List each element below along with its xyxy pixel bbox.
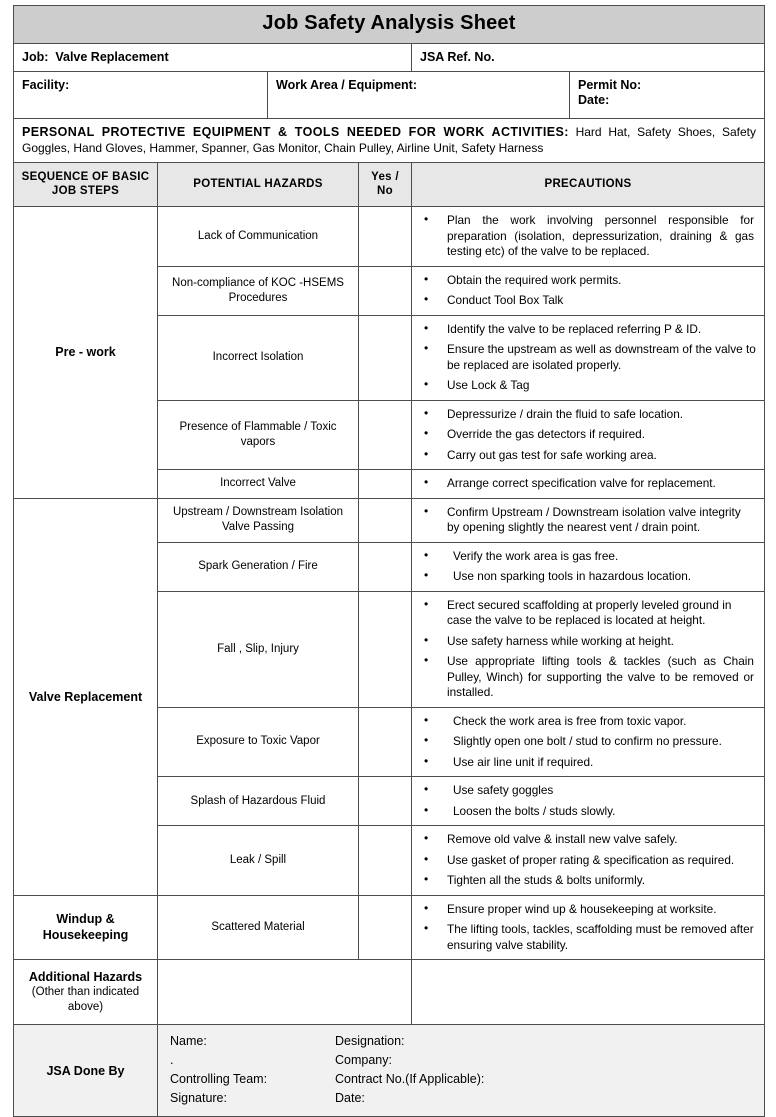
ppe-label: PERSONAL PROTECTIVE EQUIPMENT & TOOLS NEEDED FOR WORK ACTIVITIES: [22,125,569,139]
hazard-cell: Non-compliance of KOC -HSEMS Procedures [158,266,359,315]
yesno-cell[interactable] [359,315,412,400]
precautions-cell [412,207,765,267]
precautions-list [416,832,756,889]
precaution-item: • Arrange correct specification valve for replacement. [416,476,756,492]
job-row [14,44,765,72]
precaution-item: • Erect secured scaffolding at properly leveled ground in case the valve to be replaced is located at height. [416,598,756,629]
precautions-list [416,407,756,464]
facility-cell[interactable] [14,72,268,119]
additional-hazards-label-cell [14,960,158,1025]
permit-cell[interactable] [570,72,765,119]
name-field-label[interactable]: Name: [170,1034,207,1048]
hazard-cell: Splash of Hazardous Fluid [158,777,359,826]
precautions-list [416,714,756,771]
ppe-cell [14,119,765,163]
precautions-list [416,783,756,819]
job-cell [14,44,412,72]
yesno-cell[interactable] [359,895,412,960]
additional-hazards-row [14,960,765,1025]
blank-line: . [170,1053,174,1067]
precaution-item: • Plan the work involving personnel responsible for preparation (isolation, depressurization, draining & gas testing etc) of the valve to be replaced. [416,213,756,260]
precaution-item: • Use safety harness while working at height. [416,634,756,650]
additional-hazards-subtitle: (Other than indicated above) [31,986,140,1013]
precaution-item: • Override the gas detectors if required. [416,427,756,443]
signature-field-label[interactable]: Signature: [170,1091,227,1105]
precaution-item: • Depressurize / drain the fluid to safe location. [416,407,756,423]
page-title: Job Safety Analysis Sheet [14,6,765,44]
work-area-cell[interactable] [268,72,570,119]
column-header-precautions: PRECAUTIONS [412,163,765,207]
yesno-cell[interactable] [359,470,412,499]
hazard-cell: Exposure to Toxic Vapor [158,707,359,777]
table-row [14,498,765,542]
precaution-item: • Carry out gas test for safe working area. [416,448,756,464]
precaution-item: • Use gasket of proper rating & specification as required. [416,853,756,869]
company-field-label[interactable]: Company: [335,1053,392,1067]
ppe-row [14,119,765,163]
ppe-items: Hard Hat, Safety Shoes, Safety Goggles, Hand Gloves, Hammer, Spanner, Gas Monitor, Chain Pulley, Airline Unit, Safety Harness [22,125,756,155]
additional-hazards-input[interactable] [158,960,412,1025]
permit-no-label: Permit No: [578,78,642,92]
precaution-item: • Use Lock & Tag [416,378,756,394]
hazard-cell: Leak / Spill [158,826,359,896]
contract-no-field-label[interactable]: Contract No.(If Applicable): [335,1072,485,1086]
precaution-item: • Identify the valve to be replaced referring P & ID. [416,322,756,338]
jsa-done-by-left-column [158,1032,333,1108]
work-area-label: Work Area / Equipment: [276,78,417,92]
step-cell-windup-housekeeping: Windup & Housekeeping [14,895,158,960]
yesno-cell[interactable] [359,826,412,896]
precautions-list [416,549,756,585]
precautions-cell [412,707,765,777]
table-row [14,895,765,960]
additional-hazards-title: Additional Hazards [28,970,143,984]
precautions-cell [412,777,765,826]
precaution-item: • Ensure the upstream as well as downstream of the valve to be replaced are isolated properly. [416,342,756,373]
yesno-cell[interactable] [359,777,412,826]
precautions-list [416,598,756,701]
facility-row [14,72,765,119]
yesno-cell[interactable] [359,591,412,707]
precautions-cell [412,315,765,400]
precaution-item: • Conduct Tool Box Talk [416,293,756,309]
precautions-cell [412,542,765,591]
column-header-steps: SEQUENCE OF BASIC JOB STEPS [14,163,158,207]
additional-precautions-input[interactable] [412,960,765,1025]
title-row [14,6,765,44]
precautions-list [416,273,756,309]
precautions-list [416,505,756,536]
permit-date-label: Date: [578,93,610,107]
jsa-done-by-fields-cell [158,1025,765,1117]
precaution-item: • Use appropriate lifting tools & tackles (such as Chain Pulley, Winch) for supporting the valve to be removed or installed. [416,654,756,701]
column-header-yesno: Yes / No [359,163,412,207]
step-cell-pre-work: Pre - work [14,207,158,499]
hazard-cell: Upstream / Downstream Isolation Valve Passing [158,498,359,542]
precaution-item: • Use non sparking tools in hazardous location. [416,569,756,585]
hazard-cell: Presence of Flammable / Toxic vapors [158,400,359,470]
precaution-item: • Use air line unit if required. [416,755,756,771]
yesno-cell[interactable] [359,266,412,315]
precaution-item: • Ensure proper wind up & housekeeping at worksite. [416,902,756,918]
jsa-done-by-right-column [333,1032,484,1108]
yesno-cell[interactable] [359,400,412,470]
hazard-cell: Scattered Material [158,895,359,960]
precautions-cell [412,826,765,896]
yesno-cell[interactable] [359,207,412,267]
precautions-cell [412,266,765,315]
precaution-item: • Slightly open one bolt / stud to confirm no pressure. [416,734,756,750]
precaution-item: • The lifting tools, tackles, scaffolding must be removed after ensuring valve stability. [416,922,756,953]
column-header-row [14,163,765,207]
precautions-list [416,902,756,954]
precautions-list [416,322,756,394]
facility-label: Facility: [22,78,70,92]
jsa-ref-cell[interactable] [412,44,765,72]
jsa-ref-label: JSA Ref. No. [420,50,495,64]
jsa-done-by-label: JSA Done By [14,1025,158,1117]
jsa-done-by-row [14,1025,765,1117]
yesno-cell[interactable] [359,542,412,591]
hazard-cell: Spark Generation / Fire [158,542,359,591]
precautions-cell [412,591,765,707]
precaution-item: • Obtain the required work permits. [416,273,756,289]
precaution-item: • Check the work area is free from toxic vapor. [416,714,756,730]
designation-field-label[interactable]: Designation: [335,1034,405,1048]
jsa-sheet-table [13,5,765,1117]
precautions-cell [412,498,765,542]
column-header-hazards: POTENTIAL HAZARDS [158,163,359,207]
precautions-cell [412,895,765,960]
job-label: Job: [22,50,49,64]
precaution-item: • Tighten all the studs & bolts uniformly. [416,873,756,889]
precaution-item: • Remove old valve & install new valve safely. [416,832,756,848]
hazard-cell: Fall , Slip, Injury [158,591,359,707]
precaution-item: • Loosen the bolts / studs slowly. [416,804,756,820]
table-row [14,207,765,267]
hazard-cell: Incorrect Valve [158,470,359,499]
precaution-item: • Verify the work area is gas free. [416,549,756,565]
controlling-team-field-label[interactable]: Controlling Team: [170,1072,268,1086]
step-cell-valve-replacement: Valve Replacement [14,498,158,895]
precautions-list [416,213,756,260]
job-value[interactable]: Valve Replacement [55,50,169,64]
precautions-cell [412,400,765,470]
precautions-cell [412,470,765,499]
hazard-cell: Incorrect Isolation [158,315,359,400]
precaution-item: • Confirm Upstream / Downstream isolation valve integrity by opening slightly the nearest vent / drain point. [416,505,756,536]
date-field-label[interactable]: Date: [335,1091,365,1105]
hazard-cell: Lack of Communication [158,207,359,267]
precaution-item: • Use safety goggles [416,783,756,799]
yesno-cell[interactable] [359,498,412,542]
jsa-done-by-field-grid [158,1032,764,1108]
yesno-cell[interactable] [359,707,412,777]
precautions-list [416,476,756,492]
